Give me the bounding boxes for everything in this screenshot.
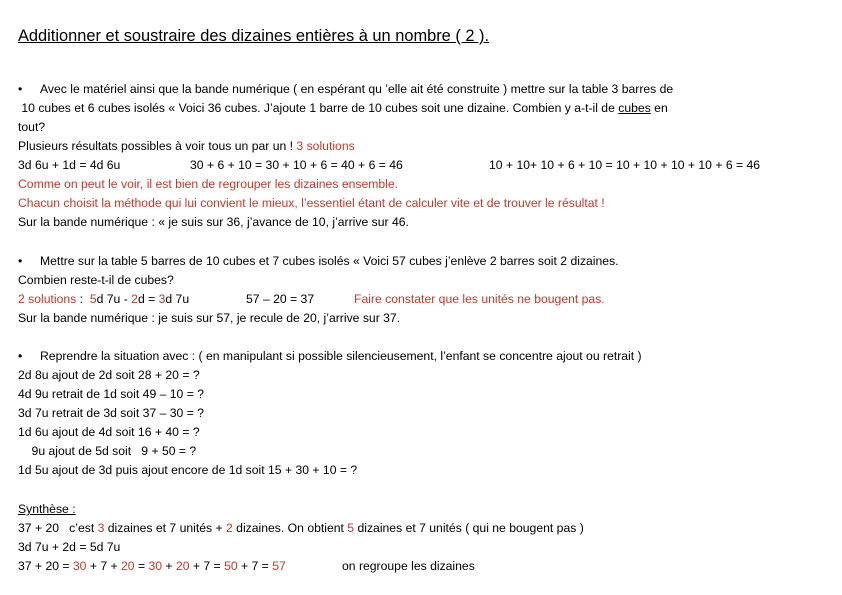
section-1-line-7: Chacun choisit la méthode qui lui convient le mieux, l’essentiel étant de calculer vite et de trouver le résultat ! bbox=[18, 196, 605, 210]
section-1-solutions-line bbox=[18, 156, 833, 175]
section-1-line-1: • Avec le matériel ainsi que la bande numérique ( en espérant qu ’elle ait été construite ) mettre sur la table 3 barres de bbox=[18, 80, 833, 99]
exercise-6: 1d 5u ajout de 3d puis ajout encore de 1d soit 15 + 30 + 10 = ? bbox=[18, 463, 358, 477]
exercise-5: 9u ajout de 5d soit 9 + 50 = ? bbox=[18, 444, 197, 458]
exercise-2: 4d 9u retrait de 1d soit 49 – 10 = ? bbox=[18, 387, 204, 401]
synthese-line-1: 37 + 20 c’est 3 dizaines et 7 unités + 2 dizaines. On obtient 5 dizaines et 7 unités ( qui ne bougent pas ) bbox=[18, 521, 584, 535]
section-3-line-1: • Reprendre la situation avec : ( en manipulant si possible silencieusement, l’enfant se concentre ajout ou retrait ) bbox=[18, 347, 833, 366]
underlined-word: cubes bbox=[618, 101, 651, 115]
synthese-heading: Synthèse : bbox=[18, 502, 76, 516]
section-synthese bbox=[18, 500, 833, 576]
exercise-3: 3d 7u retrait de 3d soit 37 – 30 = ? bbox=[18, 406, 204, 420]
section-1-line-3: tout? bbox=[18, 120, 46, 134]
section-2-line-3: 2 solutions : 5d 7u - 2d = 3d 7u 57 – 20 = 37 Faire constater que les unités ne bougent pas. bbox=[18, 290, 833, 309]
section-2-line-4: Sur la bande numérique : je suis sur 57, je recule de 20, j’arrive sur 37. bbox=[18, 311, 401, 325]
section-2-line-1: • Mettre sur la table 5 barres de 10 cubes et 7 cubes isolés « Voici 57 cubes j’enlève 2 barres soit 2 dizaines. bbox=[18, 252, 833, 271]
section-1-line-4: Plusieurs résultats possibles à voir tous un par un ! 3 solutions bbox=[18, 139, 355, 153]
section-1-line-6: Comme on peut le voir, il est bien de regrouper les dizaines ensemble. bbox=[18, 177, 399, 191]
synthese-line-3: 37 + 20 = 30 + 7 + 20 = 30 + 20 + 7 = 50 + 7 = 57 on regroupe les dizaines bbox=[18, 557, 833, 576]
bullet-icon: • bbox=[18, 82, 23, 96]
solution-3: 10 + 10+ 10 + 6 + 10 = 10 + 10 + 10 + 10 + 6 = 46 bbox=[489, 158, 761, 172]
section-exercises bbox=[18, 347, 833, 480]
synthese-line-2: 3d 7u + 2d = 5d 7u bbox=[18, 540, 121, 554]
bullet-icon: • bbox=[18, 349, 23, 363]
synthese-remark: on regroupe les dizaines bbox=[342, 559, 475, 573]
page-title: Additionner et soustraire des dizaines entières à un nombre ( 2 ). bbox=[18, 27, 490, 45]
exercise-4: 1d 6u ajout de 4d soit 16 + 40 = ? bbox=[18, 425, 200, 439]
section-1-line-2: 10 cubes et 6 cubes isolés « Voici 36 cubes. J’ajoute 1 barre de 10 cubes soit une dizaine. Combien y a-t-il de cubes en bbox=[18, 101, 668, 115]
solution-1: 3d 6u + 1d = 4d 6u bbox=[18, 158, 121, 172]
section-addition bbox=[18, 80, 833, 232]
section-subtraction bbox=[18, 252, 833, 328]
section-1-line-8: Sur la bande numérique : « je suis sur 36, j’avance de 10, j’arrive sur 46. bbox=[18, 215, 409, 229]
remark: Faire constater que les unités ne bougent pas. bbox=[354, 292, 605, 306]
solutions-count: 3 solutions bbox=[296, 139, 355, 153]
subtraction-equation: 57 – 20 = 37 bbox=[246, 292, 315, 306]
solution-2: 30 + 6 + 10 = 30 + 10 + 6 = 40 + 6 = 46 bbox=[190, 158, 403, 172]
exercise-1: 2d 8u ajout de 2d soit 28 + 20 = ? bbox=[18, 368, 200, 382]
bullet-icon: • bbox=[18, 254, 23, 268]
section-2-line-2: Combien reste-t-il de cubes? bbox=[18, 273, 174, 287]
